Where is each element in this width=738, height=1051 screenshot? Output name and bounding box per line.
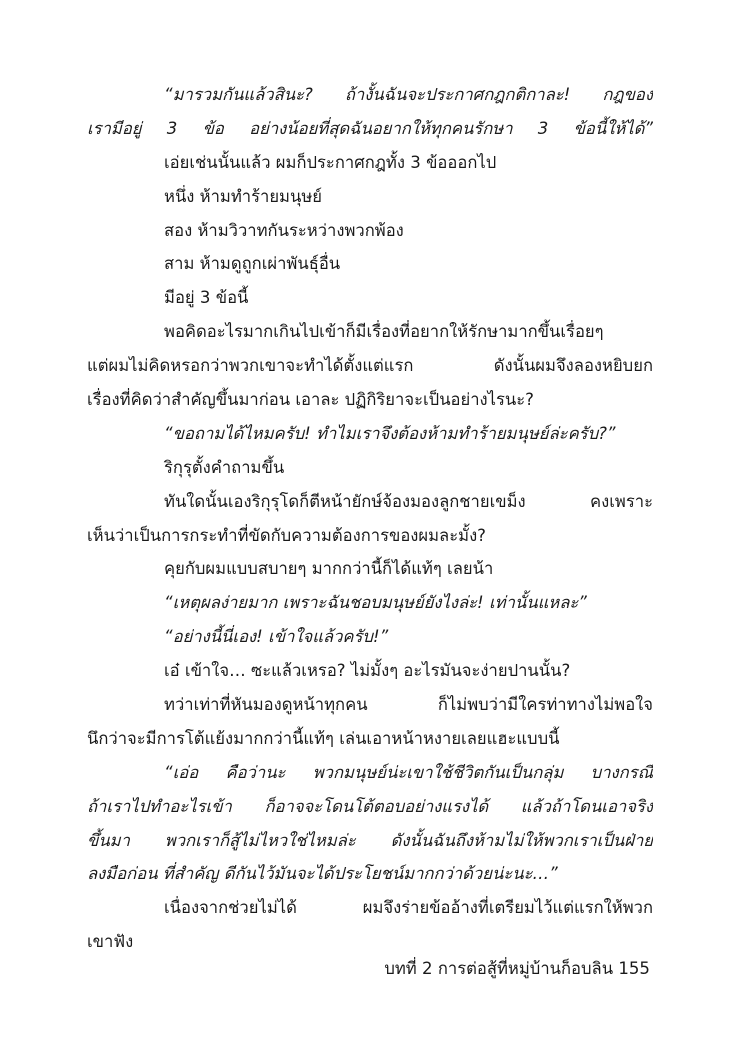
text-line: ทันใดนั้นเองริกุรุโดก็ตีหน้ายักษ์จ้องมองลูกชายเขม็ง คงเพราะ <box>164 491 653 511</box>
text-line: “ขอถามได้ไหมครับ! ทำไมเราจึงต้องห้ามทำร้ายมนุษย์ล่ะครับ?” <box>164 423 616 443</box>
body-text <box>87 78 653 959</box>
text-line: นึกว่าจะมีการโต้แย้งมากกว่านี้แท้ๆ เล่นเอาหน้าหงายเลยแฮะแบบนี้ <box>87 728 560 748</box>
text-line: ลงมือก่อน ที่สำคัญ ดีกันไว้มันจะได้ประโยชน์มากกว่าด้วยน่ะนะ…” <box>87 864 558 884</box>
text-line: มีอยู่ 3 ข้อนี้ <box>164 288 249 308</box>
text-line: “มารวมกันแล้วสินะ? ถ้างั้นฉันจะประกาศกฎกติกาละ! กฎของ <box>164 85 653 104</box>
text-line: เห็นว่าเป็นการกระทำที่ขัดกับความต้องการของผมละมั้ง? <box>87 525 486 545</box>
text-line: เรามีอยู่ 3 ข้อ อย่างน้อยที่สุดฉันอยากให้ทุกคนรักษา 3 ข้อนี้ให้ได้” <box>87 118 653 138</box>
text-line: ขึ้นมา พวกเราก็สู้ไม่ไหวใช่ไหมล่ะ ดังนั้นฉันถึงห้ามไม่ให้พวกเราเป็นฝ่าย <box>87 830 653 850</box>
text-line: เอ่ยเช่นนั้นแล้ว ผมก็ประกาศกฎทั้ง 3 ข้อออกไป <box>164 152 497 172</box>
text-line: หนึ่ง ห้ามทำร้ายมนุษย์ <box>164 186 323 206</box>
page-footer: บทที่ 2 การต่อสู้ที่หมู่บ้านก็อบลิน 155 <box>384 959 650 978</box>
text-line: ริกุรุตั้งคำถามขึ้น <box>164 457 285 477</box>
text-line: คุยกับผมแบบสบายๆ มากกว่านี้ก็ได้แท้ๆ เลยน้า <box>164 559 494 579</box>
text-line: ถ้าเราไปทำอะไรเข้า ก็อาจจะโดนโต้ตอบอย่างแรงได้ แล้วถ้าโดนเอาจริง <box>87 796 653 816</box>
text-line: ทว่าเท่าที่หันมองดูหน้าทุกคน ก็ไม่พบว่ามีใครท่าทางไม่พอใจ <box>164 695 653 715</box>
text-line: พอคิดอะไรมากเกินไปเข้าก็มีเรื่องที่อยากให้รักษามากขึ้นเรื่อยๆ <box>164 322 604 342</box>
text-line: “เหตุผลง่ายมาก เพราะฉันชอบมนุษย์ยังไงล่ะ! เท่านั้นแหละ” <box>164 593 587 613</box>
text-line: “อย่างนี้นี่เอง! เข้าใจแล้วครับ!” <box>164 627 389 647</box>
text-line: “เอ่อ คือว่านะ พวกมนุษย์น่ะเขาใช้ชีวิตกันเป็นกลุ่ม บางกรณี <box>164 762 653 782</box>
text-line: เอ๋ เข้าใจ… ซะแล้วเหรอ? ไม่มั้งๆ อะไรมันจะง่ายปานนั้น? <box>164 661 571 681</box>
text-line: สาม ห้ามดูถูกเผ่าพันธุ์อื่น <box>164 254 341 274</box>
text-line: แต่ผมไม่คิดหรอกว่าพวกเขาจะทำได้ตั้งแต่แรก ดังนั้นผมจึงลองหยิบยก <box>87 356 653 376</box>
text-line: สอง ห้ามวิวาทกันระหว่างพวกพ้อง <box>164 220 404 240</box>
text-line: เรื่องที่คิดว่าสำคัญขึ้นมาก่อน เอาละ ปฏิกิริยาจะเป็นอย่างไรนะ? <box>87 390 534 410</box>
text-line: เนื่องจากช่วยไม่ได้ ผมจึงร่ายข้ออ้างที่เตรียมไว้แต่แรกให้พวก <box>164 898 653 918</box>
text-line: เขาฟัง <box>87 932 134 952</box>
